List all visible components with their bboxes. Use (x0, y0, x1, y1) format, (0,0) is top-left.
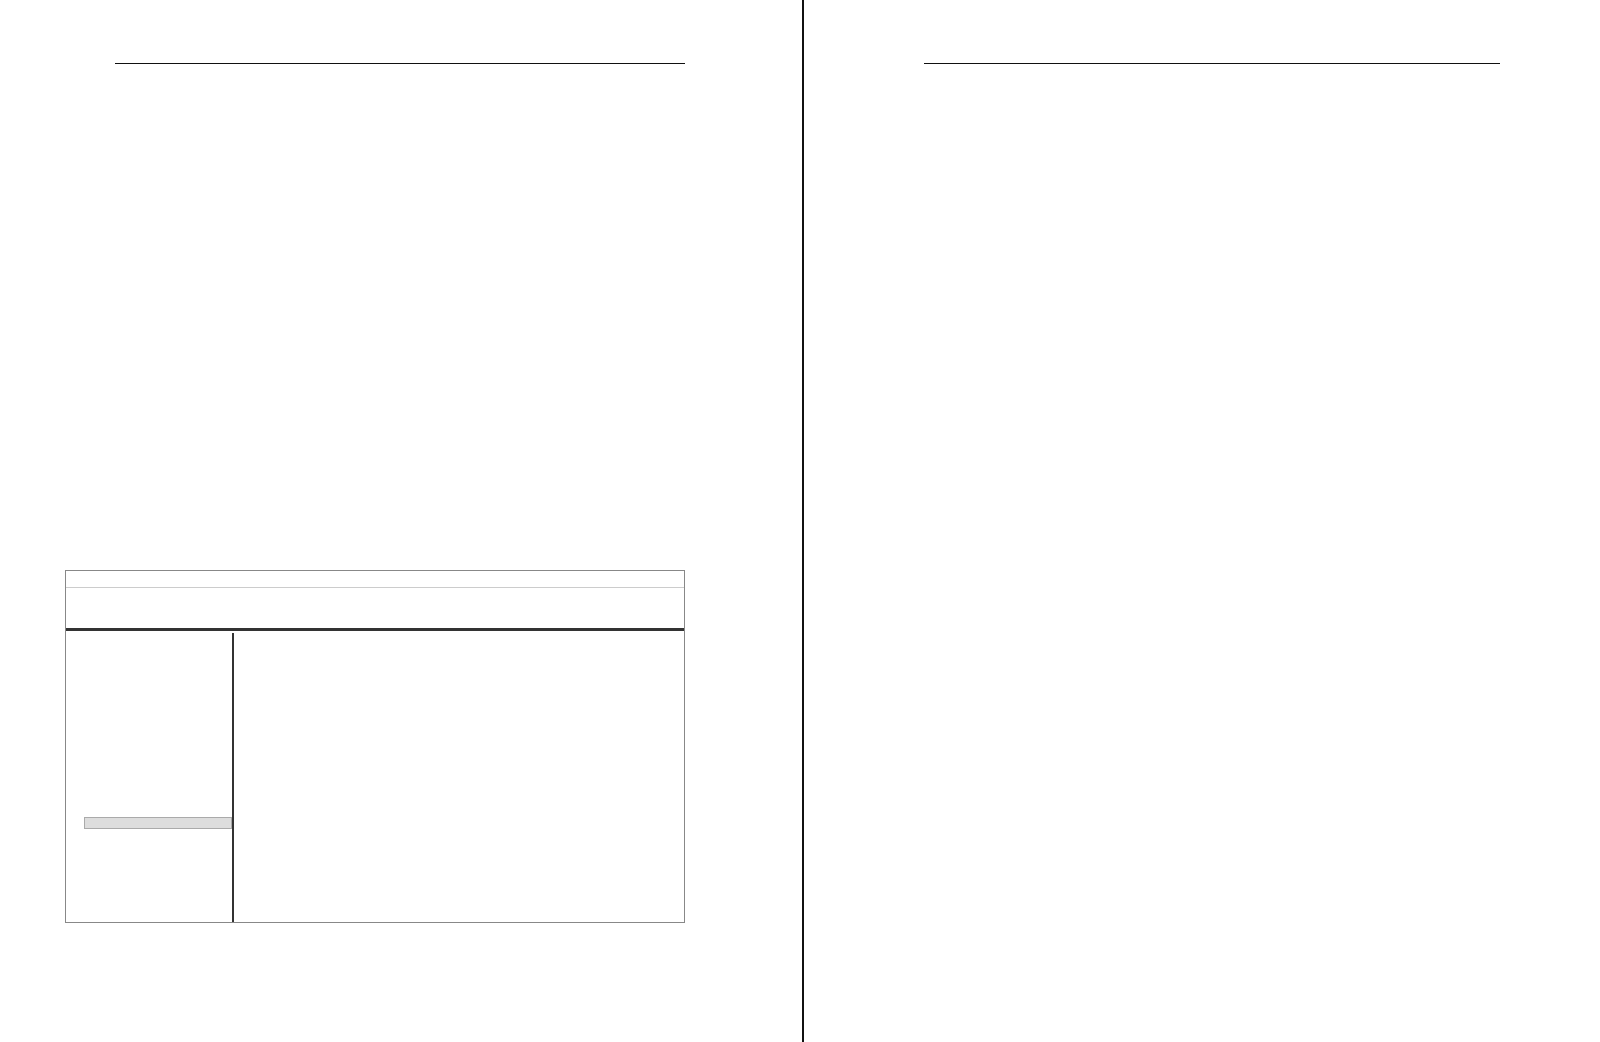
running-head (115, 40, 127, 56)
subheader (66, 606, 684, 631)
dashboard-tabs (66, 571, 684, 588)
notification-tree (66, 633, 234, 922)
notifications-screenshot (65, 570, 685, 923)
running-head (1488, 40, 1500, 56)
figure-caption (924, 884, 930, 900)
toolbar (236, 633, 684, 665)
book-spine (802, 0, 804, 1042)
header-rule (924, 63, 1500, 64)
section-heading (115, 103, 131, 125)
right-page (806, 0, 1600, 1042)
tree-scrollbar[interactable] (84, 817, 232, 829)
figure-caption (115, 932, 121, 948)
main-nav (66, 588, 684, 606)
table-header (238, 671, 684, 683)
header-rule (115, 63, 685, 64)
